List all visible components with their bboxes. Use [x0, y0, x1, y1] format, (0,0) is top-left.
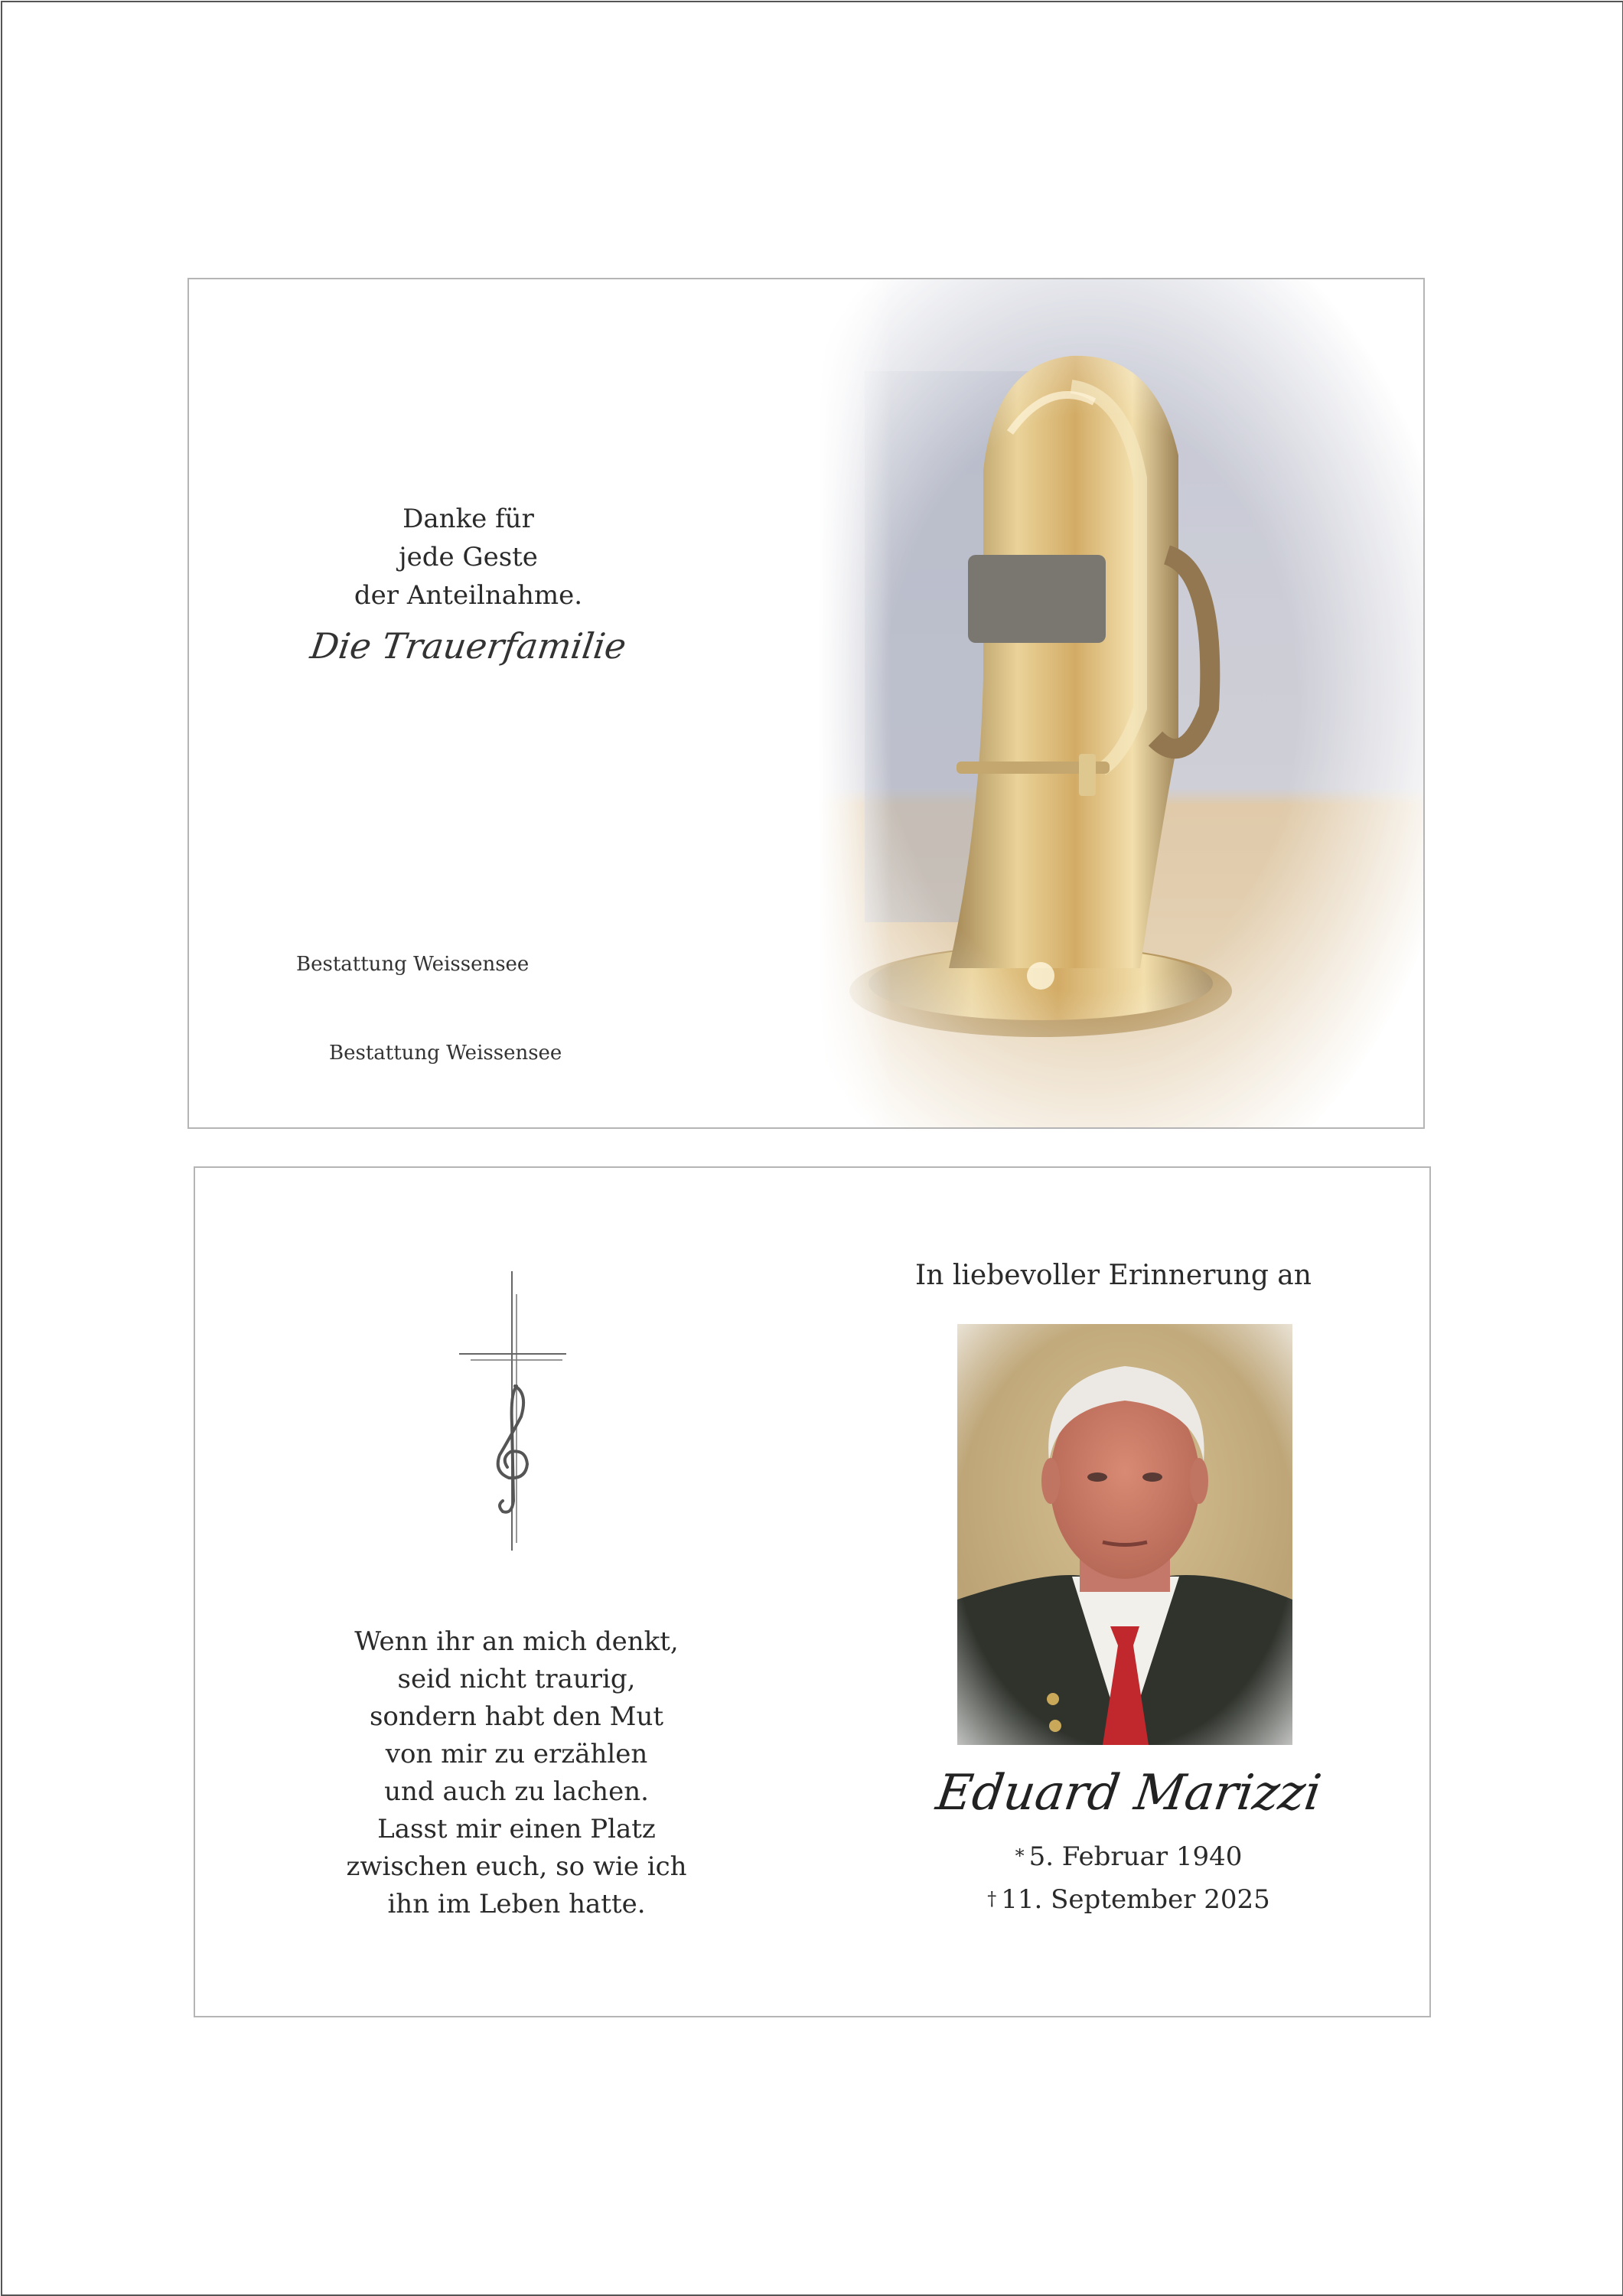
- death-date-line: [914, 1884, 1343, 1915]
- funeral-home-label: Bestattung Weissensee: [296, 953, 530, 976]
- birth-symbol: *: [1015, 1845, 1025, 1867]
- deceased-name: Eduard Marizzi: [932, 1765, 1325, 1821]
- birth-date-line: [914, 1841, 1343, 1872]
- poem-line-2: seid nicht traurig,: [397, 1664, 636, 1694]
- poem-line-4: von mir zu erzählen: [385, 1739, 648, 1769]
- poem-line-3: sondern habt den Mut: [369, 1701, 664, 1732]
- poem-line-5: und auch zu lachen.: [384, 1776, 649, 1807]
- funeral-home-label-secondary: Bestattung Weissensee: [329, 1042, 562, 1065]
- poem-line-8: ihn im Leben hatte.: [387, 1889, 646, 1919]
- thanks-line-1: Danke für: [402, 504, 534, 534]
- cross-treble-clef-icon: [455, 1271, 578, 1554]
- poem-line-7: zwischen euch, so wie ich: [346, 1851, 687, 1882]
- family-signature: Die Trauerfamilie: [308, 625, 629, 667]
- birth-date: 5. Februar 1940: [1028, 1841, 1243, 1872]
- memory-heading: In liebevoller Erinnerung an: [915, 1260, 1312, 1291]
- death-symbol: †: [987, 1888, 997, 1910]
- poem-text: [341, 1623, 693, 1923]
- thanks-text: [258, 500, 679, 615]
- tuba-photo: [819, 279, 1423, 1127]
- death-date: 11. September 2025: [1001, 1884, 1270, 1915]
- card-back-side: [187, 278, 1425, 1129]
- poem-line-6: Lasst mir einen Platz: [377, 1814, 656, 1844]
- thanks-line-3: der Anteilnahme.: [354, 580, 583, 611]
- poem-line-1: Wenn ihr an mich denkt,: [354, 1626, 679, 1657]
- portrait-photo: [957, 1324, 1292, 1745]
- thanks-line-2: jede Geste: [399, 542, 538, 572]
- card-inside: [194, 1166, 1431, 2017]
